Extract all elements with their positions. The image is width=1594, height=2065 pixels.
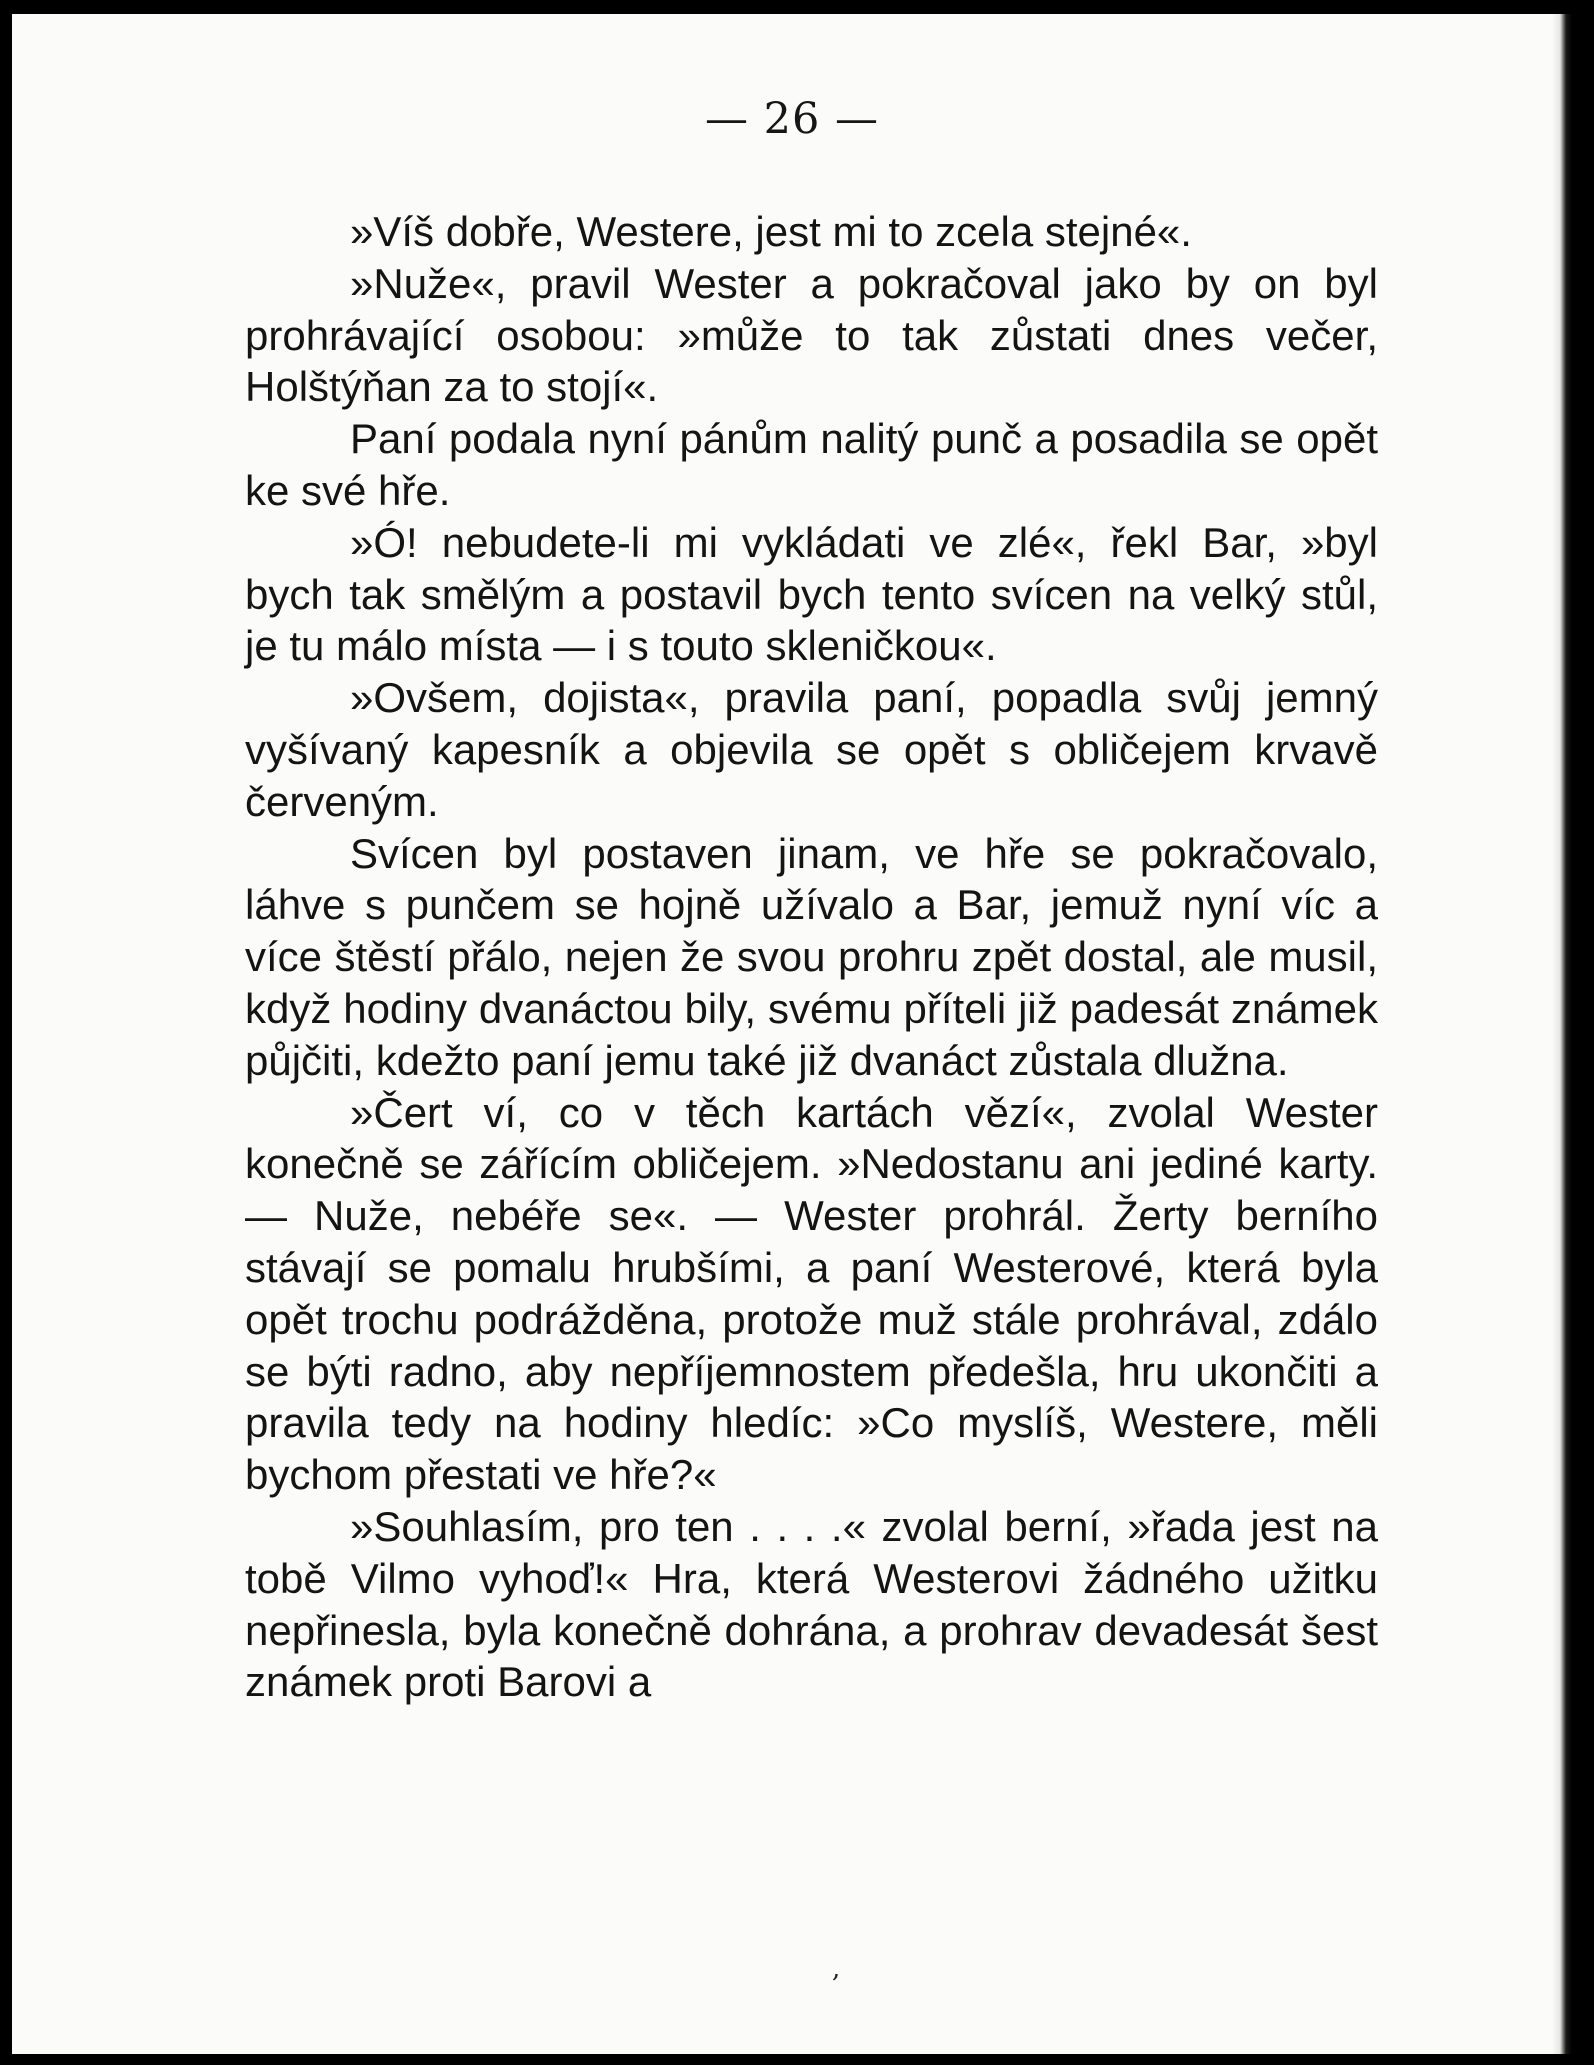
paragraph: Svícen byl postaven jinam, ve hře se pokračovalo, láhve s punčem se hojně užívalo a Bar, jemuž nyní víc a více štěstí přálo, nejen že svou prohru zpět dostal, ale musil, když hodiny dvanáctou bily, svému příteli již padesát známek půjčiti, kdežto paní jemu také již dvanáct zůstala dlužna. (245, 829, 1378, 1084)
paragraph: »Víš dobře, Westere, jest mi to zcela stejné«. (350, 208, 1192, 255)
paragraph: »Čert ví, co v těch kartách vězí«, zvolal Wester konečně se zářícím obličejem. »Nedostanu ani jediné karty. — Nuže, nebéře se«. — Wester prohrál. Žerty berního stávají se pomalu hrubšími, a paní Westerové, která byla opět trochu podrážděna, protože muž stále prohrával, zdálo se býti radno, aby nepříjemnostem předešla, hru ukončiti a pravila tedy na hodiny hledíc: »Co myslíš, Westere, měli bychom přestati ve hře?« (245, 1088, 1378, 1499)
book-page (12, 14, 1572, 2054)
body-text (245, 206, 1378, 1708)
footer-mark: , (832, 1954, 841, 1984)
paragraph-continued: »Souhlasím, pro ten . . . .« zvolal berní, »řada jest na tobě Vilmo vyhoď!« Hra, která Westerovi žádného užitku nepřinesla, byla konečně dohrána, a prohrav devadesát šest známek proti Barovi a (245, 1502, 1378, 1706)
page-edge (1552, 14, 1572, 2054)
page-number: — 26 — (704, 94, 880, 144)
paragraph: Paní podala nyní pánům nalitý punč a posadila se opět ke své hře. (245, 415, 1378, 514)
paragraph: »Ó! nebudete-li mi vykládati ve zlé«, řekl Bar, »byl bych tak smělým a postavil bych tento svícen na velký stůl, je tu málo místa — i s touto skleničkou«. (245, 518, 1378, 670)
paragraph: »Nuže«, pravil Wester a pokračoval jako by on byl prohrávající osobou: »může to tak zůstati dnes večer, Holštýňan za to stojí«. (245, 259, 1378, 411)
paragraph: »Ovšem, dojista«, pravila paní, popadla svůj jemný vyšívaný kapesník a objevila se opět s obličejem krvavě červeným. (245, 674, 1378, 825)
